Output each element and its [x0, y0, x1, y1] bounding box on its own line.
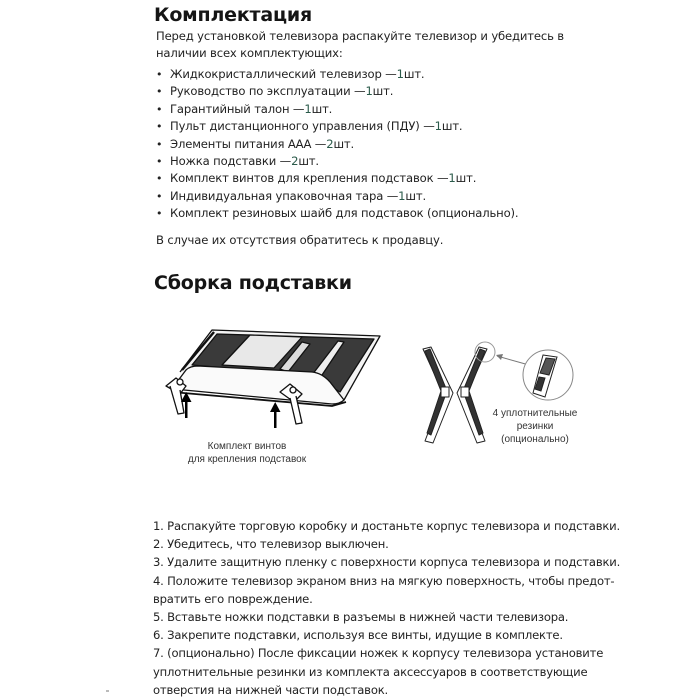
assembly-step: уплотнительные резинки из комплекта аксессуаров в соответствующие [153, 664, 588, 679]
bullet-icon: • [156, 120, 163, 134]
kit-item: • Комплект резиновых шайб для подставок (опционально). [156, 205, 518, 222]
kit-item: • Пульт дистанционного управления (ПДУ) — 1 шт. [156, 118, 518, 135]
screws-kit-caption: Комплект винтов для крепления подставок [187, 441, 307, 465]
bullet-icon: • [156, 68, 163, 81]
assembly-step: 3. Удалите защитную пленку с поверхности корпуса телевизора и подставки. [153, 555, 621, 570]
assembly-step: отверстия на нижней части подставок. [153, 682, 388, 697]
bullet-icon: • [156, 189, 163, 203]
tv-face-down-illustration [162, 320, 392, 435]
kit-item: • Комплект винтов для крепления подставок — 1 шт. [156, 170, 518, 187]
bullet-icon: • [156, 102, 163, 116]
scan-speck [106, 690, 109, 692]
bullet-icon: • [156, 207, 163, 221]
assembly-step: 4. Положите телевизор экраном вниз на мягкую поверхность, чтобы предот- [153, 573, 615, 588]
kit-item: • Руководство по эксплуатации — 1 шт. [156, 83, 518, 100]
assembly-step: 5. Вставьте ножки подставки в разъемы в нижней части телевизора. [153, 610, 569, 625]
rubber-seals-caption: 4 уплотнительные резинки (опционально) [492, 408, 578, 445]
kit-item: • Элементы питания ААА — 2 шт. [156, 136, 518, 153]
kit-intro-paragraph: Перед установкой телевизора распакуйте телевизор и убедитесь в наличии всех комплектующих: [156, 29, 564, 61]
kit-items-list [156, 66, 518, 223]
bullet-icon: • [156, 155, 163, 169]
kit-section-title: Комплектация [154, 4, 312, 26]
kit-item: • Ножка подставки — 2 шт. [156, 153, 518, 170]
assembly-step: 7. (опционально) После фиксации ножек к корпусу телевизора установите [153, 646, 604, 661]
kit-item: • Гарантийный талон — 1 шт. [156, 101, 518, 118]
assembly-step: 1. Распакуйте торговую коробку и достаньте корпус телевизора и подставки. [153, 519, 620, 533]
assembly-steps-list [153, 517, 620, 699]
bullet-icon: • [156, 137, 163, 151]
assembly-step: 6. Закрепите подставки, используя все винты, идущие в комплекте. [153, 628, 563, 643]
bullet-icon: • [156, 85, 163, 99]
assembly-step: 2. Убедитесь, что телевизор выключен. [153, 537, 389, 552]
kit-item: • Индивидуальная упаковочная тара — 1 шт. [156, 188, 518, 205]
assembly-step: вратить его повреждение. [153, 591, 313, 606]
contact-seller-note: В случае их отсутствия обратитесь к продавцу. [156, 233, 444, 247]
bullet-icon: • [156, 172, 163, 186]
kit-item: • Жидкокристаллический телевизор — 1 шт. [156, 66, 518, 83]
stand-section-title: Сборка подставки [154, 272, 352, 294]
